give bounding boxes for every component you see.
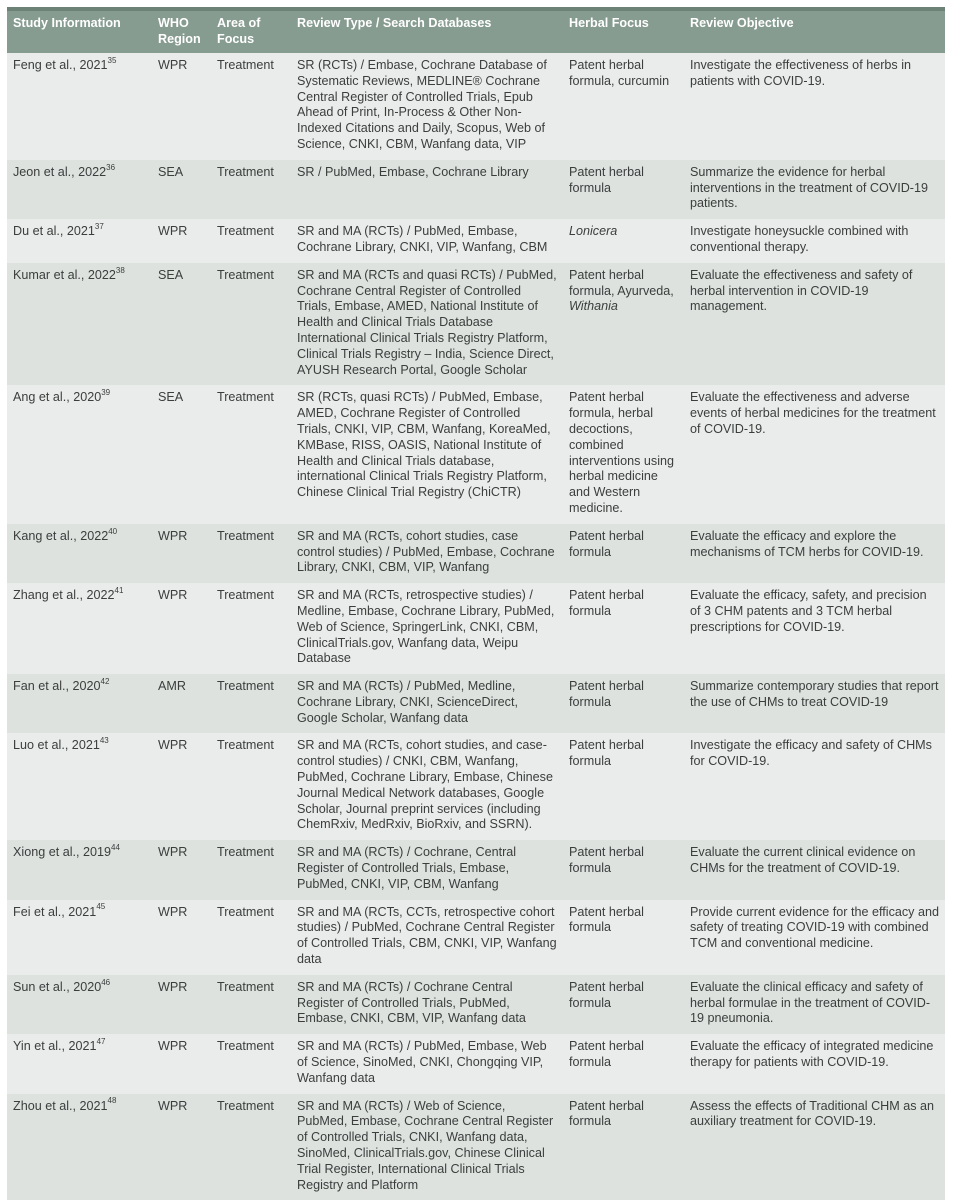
table-row [7,160,945,219]
cell-study [7,385,152,523]
cell-herbal-focus [563,263,684,386]
header-study-information: Study Information [7,11,152,53]
cell-review-type: SR / PubMed, Embase, Cochrane Library [291,160,563,219]
cell-review-type: SR and MA (RCTs, cohort studies, and case-control studies) / CNKI, CBM, Wanfang, PubMed, Cochrane Library, Embase, Chinese Journal Medical Network databases, Google Scholar, Journal preprint services (including ChemRxiv, MedRxiv, BioRxiv, and SSRN). [291,733,563,840]
cell-review-objective: Assess the effects of Traditional CHM as an auxiliary treatment for COVID-19. [684,1094,945,1200]
cell-study [7,53,152,160]
reference-number: 48 [107,1096,117,1106]
cell-review-objective: Provide current evidence for the efficacy and safety of treating COVID-19 with combined TCM and conventional medicine. [684,900,945,975]
reference-number: 35 [107,55,117,65]
herbal-focus-text: Patent herbal formula [569,845,644,876]
cell-area-of-focus: Treatment [211,53,291,160]
cell-study [7,524,152,583]
study-citation: Du et al., 2021 [13,224,95,239]
cell-herbal-focus [563,385,684,523]
cell-area-of-focus: Treatment [211,385,291,523]
cell-area-of-focus: Treatment [211,1094,291,1200]
cell-review-objective: Evaluate the effectiveness and safety of herbal intervention in COVID-19 management. [684,263,945,386]
study-citation: Ang et al., 2020 [13,390,102,405]
herbal-focus-text: Patent herbal formula [569,164,644,195]
cell-who-region: WPR [152,840,211,899]
cell-who-region: WPR [152,975,211,1034]
review-table [7,11,945,1200]
cell-area-of-focus: Treatment [211,1034,291,1093]
cell-herbal-focus [563,583,684,674]
herbal-focus-text: Patent herbal formula [569,904,644,935]
cell-review-type: SR and MA (RCTs) / Cochrane Central Register of Controlled Trials, PubMed, Embase, CNKI, CBM, VIP, Wanfang data [291,975,563,1034]
cell-study [7,1034,152,1093]
table-row [7,385,945,523]
cell-area-of-focus: Treatment [211,160,291,219]
study-citation: Feng et al., 2021 [13,58,108,72]
table-row [7,975,945,1034]
study-citation: Kang et al., 2022 [13,528,109,543]
cell-study [7,900,152,975]
table-row [7,263,945,386]
cell-herbal-focus [563,900,684,975]
cell-area-of-focus: Treatment [211,900,291,975]
reference-number: 46 [101,977,111,987]
cell-area-of-focus: Treatment [211,733,291,840]
cell-review-objective: Evaluate the efficacy of integrated medicine therapy for patients with COVID-19. [684,1034,945,1093]
reference-number: 42 [100,676,110,686]
cell-herbal-focus [563,1094,684,1200]
cell-study [7,160,152,219]
cell-who-region: AMR [152,674,211,733]
study-citation: Xiong et al., 2019 [13,845,112,860]
cell-area-of-focus: Treatment [211,219,291,263]
cell-review-type: SR and MA (RCTs) / Web of Science, PubMed, Embase, Cochrane Central Register of Controlled Trials, CNKI, Wanfang data, SinoMed, ClinicalTrials.gov, Chinese Clinical Trial Register, International Clinical Trials Registry and Platform [291,1094,563,1200]
cell-review-objective: Evaluate the efficacy, safety, and precision of 3 CHM patents and 3 TCM herbal prescriptions for COVID-19. [684,583,945,674]
cell-study [7,975,152,1034]
header-who-region: WHO Region [152,11,211,53]
cell-study [7,263,152,386]
cell-review-objective: Investigate honeysuckle combined with conventional therapy. [684,219,945,263]
reference-number: 37 [94,221,104,231]
cell-review-type: SR and MA (RCTs) / PubMed, Medline, Cochrane Library, CNKI, ScienceDirect, Google Scholar, Wanfang data [291,674,563,733]
cell-review-objective: Evaluate the effectiveness and adverse events of herbal medicines for the treatment of COVID-19. [684,385,945,523]
table-row [7,1034,945,1093]
cell-area-of-focus: Treatment [211,263,291,386]
cell-review-objective: Evaluate the clinical efficacy and safety of herbal formulae in the treatment of COVID-19 pneumonia. [684,975,945,1034]
reference-number: 44 [111,843,120,853]
table-row [7,840,945,899]
cell-study [7,674,152,733]
herbal-focus-text: Patent herbal formula [569,679,644,709]
reference-number: 41 [114,585,124,595]
herbal-focus-text: Patent herbal formula [569,1039,644,1070]
study-citation: Luo et al., 2021 [13,738,100,753]
study-citation: Kumar et al., 2022 [13,267,116,282]
cell-area-of-focus: Treatment [211,674,291,733]
herbal-focus-text: Patent herbal formula, Ayurveda, [569,267,674,298]
cell-herbal-focus [563,733,684,840]
header-review-objective: Review Objective [684,11,945,53]
study-citation: Zhou et al., 2021 [13,1098,108,1113]
cell-study [7,733,152,840]
cell-review-type: SR and MA (RCTs, cohort studies, case control studies) / PubMed, Embase, Cochrane Library, CNKI, CBM, VIP, Wanfang [291,524,563,583]
cell-study [7,1094,152,1200]
cell-review-type: SR and MA (RCTs and quasi RCTs) / PubMed, Cochrane Central Register of Controlled Trials, Embase, AMED, National Institute of Health and Clinical Trials Database International Clinical Trials Registry Platform, Clinical Trials Registry – India, Science Direct, AYUSH Research Portal, Google Scholar [291,263,563,386]
cell-who-region: WPR [152,583,211,674]
table-row [7,219,945,263]
header-review-type: Review Type / Search Databases [291,11,563,53]
cell-herbal-focus [563,674,684,733]
herbal-focus-genus: Lonicera [569,224,618,239]
reference-number: 43 [99,736,109,746]
cell-study [7,583,152,674]
table-row [7,524,945,583]
reference-number: 39 [101,388,111,398]
herbal-focus-text: Patent herbal formula, curcumin [569,58,670,88]
study-citation: Jeon et al., 2022 [13,164,107,179]
herbal-focus-text: Patent herbal formula [569,979,644,1010]
header-herbal-focus: Herbal Focus [563,11,684,53]
cell-review-type: SR and MA (RCTs, CCTs, retrospective cohort studies) / PubMed, Cochrane Central Register of Controlled Trials, CBM, CNKI, VIP, Wanfang data [291,900,563,975]
cell-review-objective: Investigate the efficacy and safety of CHMs for COVID-19. [684,733,945,840]
cell-area-of-focus: Treatment [211,840,291,899]
review-table-container [7,7,945,1200]
cell-who-region: SEA [152,160,211,219]
cell-review-objective: Investigate the effectiveness of herbs in patients with COVID-19. [684,53,945,160]
cell-review-objective: Summarize the evidence for herbal interventions in the treatment of COVID-19 patients. [684,160,945,219]
header-area-of-focus: Area of Focus [211,11,291,53]
study-citation: Sun et al., 2020 [13,979,102,994]
cell-area-of-focus: Treatment [211,583,291,674]
cell-who-region: SEA [152,385,211,523]
cell-review-objective: Evaluate the efficacy and explore the mechanisms of TCM herbs for COVID-19. [684,524,945,583]
study-citation: Fan et al., 2020 [13,679,101,694]
herbal-focus-text: Patent herbal formula [569,738,644,769]
reference-number: 47 [96,1037,106,1047]
cell-who-region: WPR [152,1094,211,1200]
cell-area-of-focus: Treatment [211,975,291,1034]
table-row [7,733,945,840]
cell-herbal-focus [563,524,684,583]
cell-herbal-focus [563,53,684,160]
cell-who-region: WPR [152,900,211,975]
table-row [7,53,945,160]
cell-herbal-focus [563,160,684,219]
cell-herbal-focus [563,840,684,899]
study-citation: Zhang et al., 2022 [13,588,115,603]
herbal-focus-text: Patent herbal formula [569,588,644,618]
cell-herbal-focus [563,975,684,1034]
herbal-focus-text: Patent herbal formula [569,528,644,559]
cell-review-objective: Evaluate the current clinical evidence on CHMs for the treatment of COVID-19. [684,840,945,899]
table-row [7,900,945,975]
reference-number: 45 [96,902,106,912]
cell-who-region: SEA [152,263,211,386]
cell-herbal-focus [563,1034,684,1093]
cell-who-region: WPR [152,53,211,160]
table-body [7,53,945,1200]
cell-herbal-focus [563,219,684,263]
cell-review-type: SR (RCTs) / Embase, Cochrane Database of Systematic Reviews, MEDLINE® Cochrane Central Register of Controlled Trials, Epub Ahead of Print, In-Process & Other Non-Indexed Citations and Daily, Scopus, Web of Science, CNKI, CBM, Wanfang data, VIP [291,53,563,160]
cell-review-objective: Summarize contemporary studies that report the use of CHMs to treat COVID-19 [684,674,945,733]
cell-review-type: SR and MA (RCTs) / Cochrane, Central Register of Controlled Trials, Embase, PubMed, CNKI, VIP, CBM, Wanfang [291,840,563,899]
table-row [7,1094,945,1200]
herbal-focus-genus: Withania [569,299,618,314]
study-citation: Fei et al., 2021 [13,904,97,919]
cell-study [7,219,152,263]
cell-who-region: WPR [152,1034,211,1093]
study-citation: Yin et al., 2021 [13,1039,97,1054]
herbal-focus-text: Patent herbal formula [569,1098,644,1129]
reference-number: 36 [106,162,116,172]
cell-review-type: SR and MA (RCTs, retrospective studies) / Medline, Embase, Cochrane Library, PubMed, Web of Science, SpringerLink, CNKI, CBM, ClinicalTrials.gov, Wanfang data, Weipu Database [291,583,563,674]
reference-number: 40 [108,526,118,536]
cell-who-region: WPR [152,524,211,583]
table-header-row [7,11,945,53]
cell-study [7,840,152,899]
cell-who-region: WPR [152,733,211,840]
table-row [7,583,945,674]
cell-who-region: WPR [152,219,211,263]
cell-area-of-focus: Treatment [211,524,291,583]
cell-review-type: SR (RCTs, quasi RCTs) / PubMed, Embase, AMED, Cochrane Register of Controlled Trials, CNKI, VIP, CBM, Wanfang, KoreaMed, KMBase, RISS, OASIS, National Institute of Health and Clinical Trials database, international Clinical Trials Registry Platform, Chinese Clinical Trial Registry (ChiCTR) [291,385,563,523]
herbal-focus-text: Patent herbal formula, herbal decoctions, combined interventions using herbal medicine and Western medicine. [569,390,675,515]
cell-review-type: SR and MA (RCTs) / PubMed, Embase, Cochrane Library, CNKI, VIP, Wanfang, CBM [291,219,563,263]
reference-number: 38 [115,265,125,275]
table-row [7,674,945,733]
cell-review-type: SR and MA (RCTs) / PubMed, Embase, Web of Science, SinoMed, CNKI, Chongqing VIP, Wanfang data [291,1034,563,1093]
